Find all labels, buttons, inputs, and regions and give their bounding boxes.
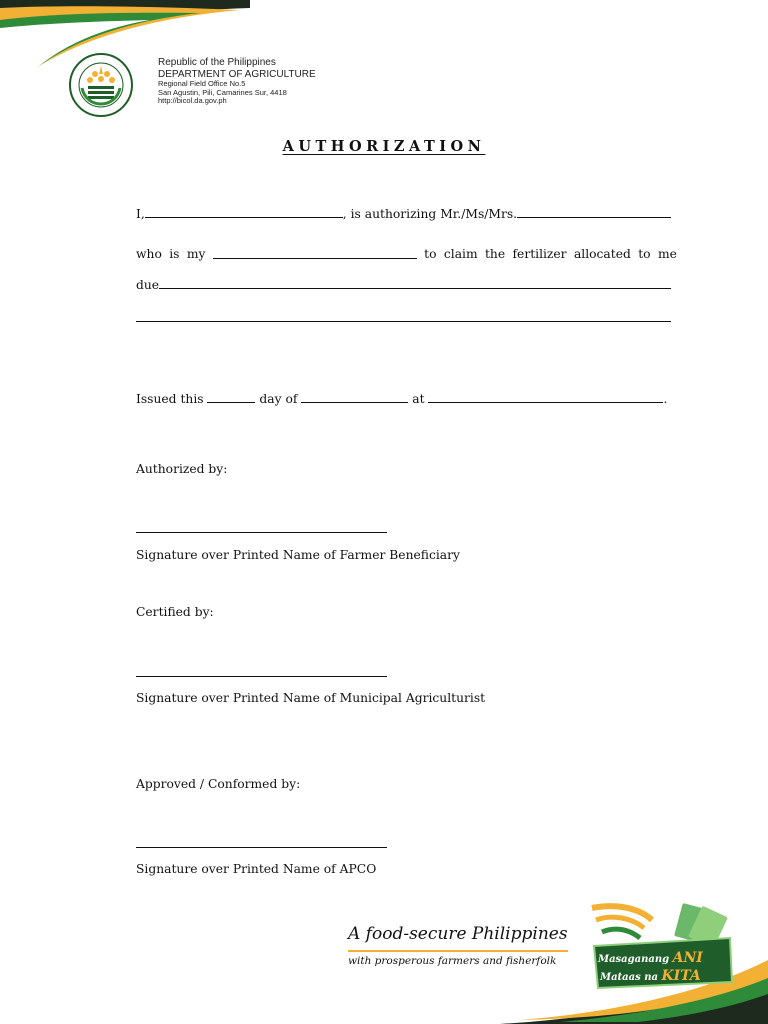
at-label: at [412,392,425,406]
footer-tagline: A food-secure Philippines [348,924,568,944]
agriculturist-signature-line[interactable] [136,675,387,677]
reason-blank-1[interactable] [159,277,671,289]
badge-ani: ANI [672,950,703,966]
line1-text: , is authorizing Mr./Ms/Mrs. [342,207,518,221]
footer-subtagline: with prosperous farmers and fisherfolk [348,955,557,967]
letterhead [158,57,316,106]
word: me [657,247,677,261]
approved-by-label: Approved / Conformed by: [136,777,301,791]
period: . [663,392,668,406]
apco-signature-caption: Signature over Printed Name of APCO [136,862,377,876]
authorization-line-2 [136,247,677,261]
word: my [186,247,206,261]
farmer-signature-caption: Signature over Printed Name of Farmer Beneficiary [136,548,460,562]
document-title: AUTHORIZATION [282,138,486,155]
word: claim [443,247,478,261]
authorization-line-3 [136,277,671,292]
issued-place-blank[interactable] [428,391,663,403]
line1-prefix: I, [136,207,145,221]
authorizer-name-blank[interactable] [145,206,343,218]
word: who [136,247,162,261]
issued-label: Issued this [136,392,204,406]
certified-by-label: Certified by: [136,605,214,619]
due-label: due [136,278,160,292]
issued-month-blank[interactable] [301,391,408,403]
word: is [169,247,180,261]
letterhead-website: http://bicol.da.gov.ph [158,96,227,106]
day-of-label: day of [259,392,298,406]
word: the [484,247,506,261]
agriculturist-signature-caption: Signature over Printed Name of Municipal Agriculturist [136,691,486,705]
authorization-line-1 [136,206,671,221]
authorized-person-blank[interactable] [517,206,671,218]
farmer-signature-line[interactable] [136,531,387,533]
word: allocated [573,247,631,261]
apco-signature-line[interactable] [136,846,387,848]
badge-line1: Masaganang [598,954,670,965]
reason-blank-2[interactable] [136,320,671,322]
letterhead-department: DEPARTMENT OF AGRICULTURE [158,68,316,80]
masaganang-ani-badge [582,902,742,994]
issued-line [136,391,667,406]
letterhead-office: Regional Field Office No.5 [158,79,246,88]
letterhead-address: San Agustin, Pili, Camarines Sur, 4418 [158,87,287,97]
department-seal-logo [68,52,134,118]
letterhead-republic: Republic of the Philippines [158,57,276,68]
badge-kita: KITA [661,968,701,984]
word: to [424,247,437,261]
tagline-rule [348,950,568,952]
relationship-blank[interactable] [213,247,417,259]
word: to [638,247,651,261]
authorized-by-label: Authorized by: [136,462,228,476]
word: fertilizer [512,247,567,261]
issued-day-blank[interactable] [207,391,255,403]
badge-line2: Mataas na [600,972,658,983]
